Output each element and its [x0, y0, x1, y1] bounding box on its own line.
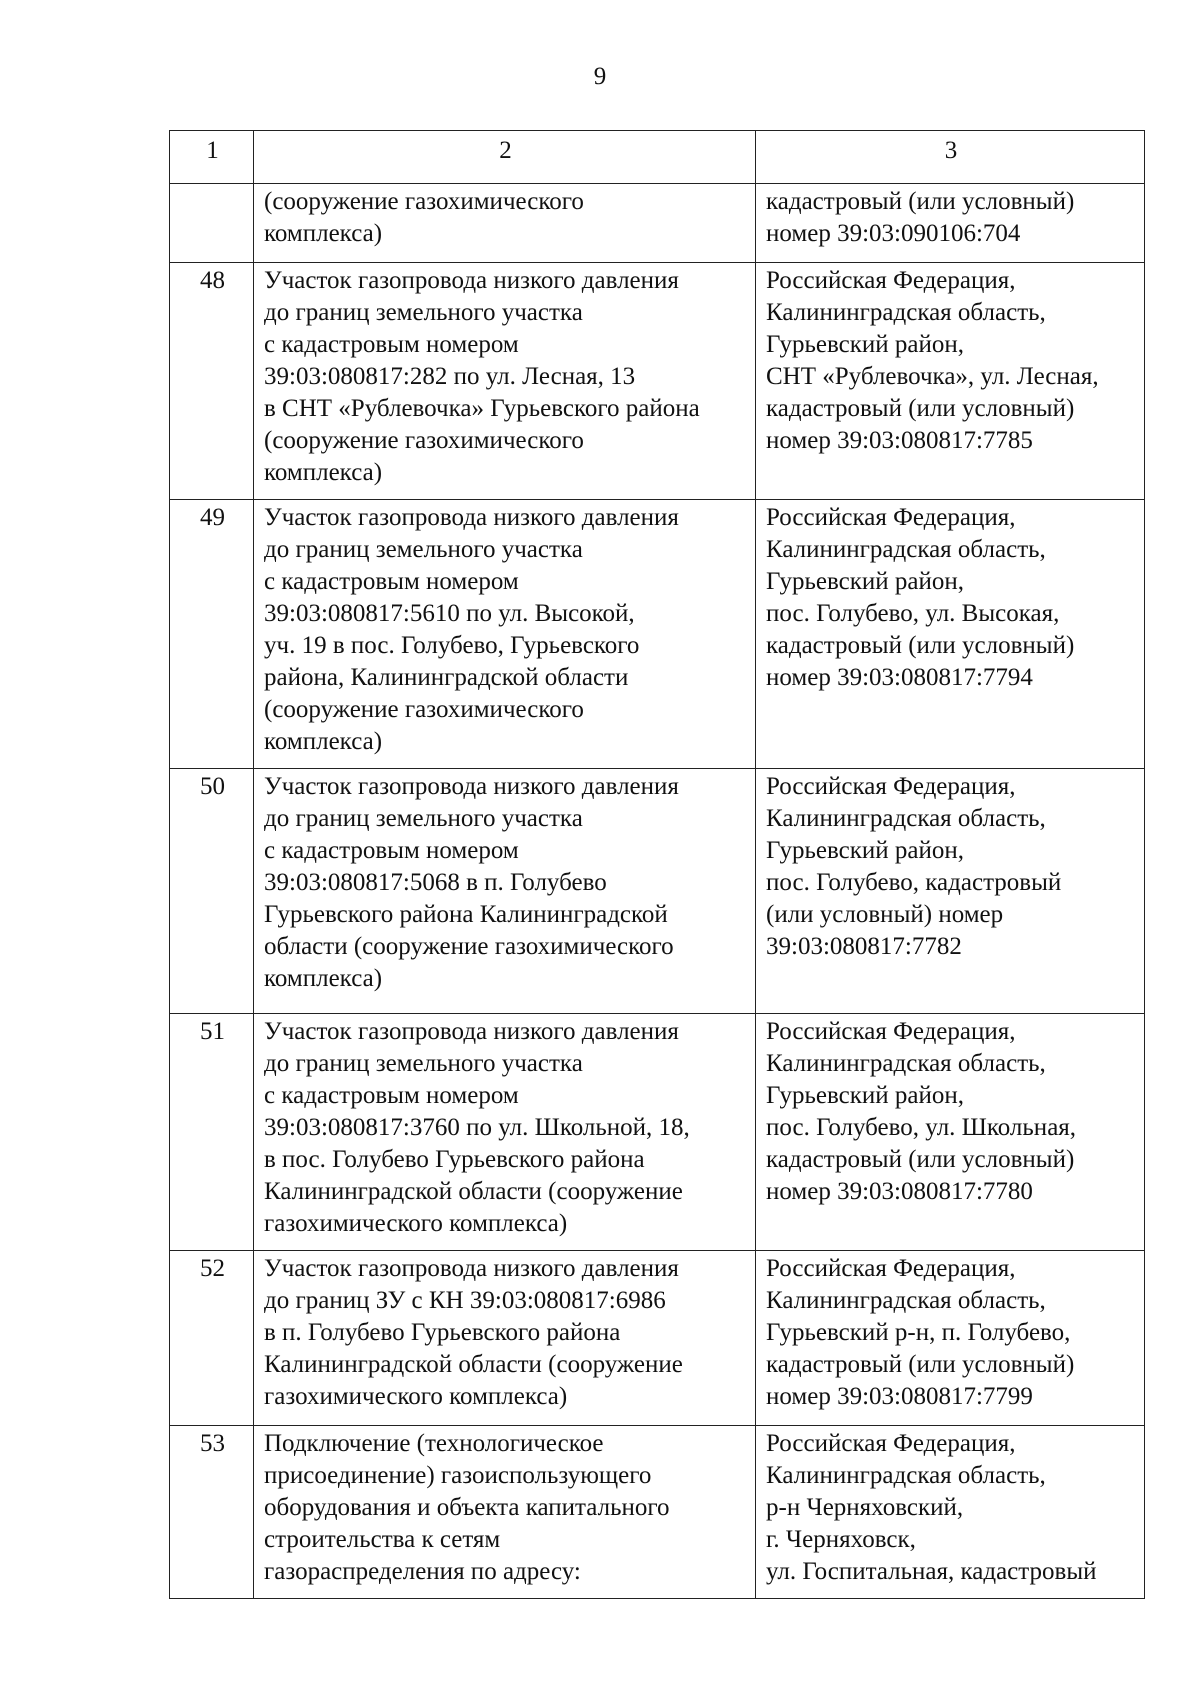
header-cell-num: 1: [170, 131, 254, 184]
object-address: Российская Федерация, Калининградская область, Гурьевский район, пос. Голубево, ул. Высокая, кадастровый (или условный) номер 39:03:080817:7794: [756, 500, 1145, 769]
object-description: Участок газопровода низкого давления до границ земельного участка с кадастровым номером 39:03:080817:5610 по ул. Высокой, уч. 19 в пос. Голубево, Гурьевского района, Калининградской области (сооружение газохимического комплекса): [254, 500, 756, 769]
row-number: 52: [170, 1251, 254, 1426]
object-address: кадастровый (или условный) номер 39:03:090106:704: [756, 184, 1145, 263]
table-row: [170, 500, 1145, 769]
object-address: Российская Федерация, Калининградская область, Гурьевский район, пос. Голубево, ул. Школьная, кадастровый (или условный) номер 39:03:080817:7780: [756, 1014, 1145, 1251]
header-cell-object: 2: [254, 131, 756, 184]
row-number: 53: [170, 1426, 254, 1599]
page-number: 9: [593, 63, 607, 90]
table-row: [170, 1426, 1145, 1599]
row-number: [170, 184, 254, 263]
object-description: Участок газопровода низкого давления до границ ЗУ с КН 39:03:080817:6986 в п. Голубево Гурьевского района Калининградской области (сооружение газохимического комплекса): [254, 1251, 756, 1426]
row-number: 49: [170, 500, 254, 769]
table-header-row: [170, 131, 1145, 184]
table-row: [170, 184, 1145, 263]
object-address: Российская Федерация, Калининградская область, р-н Черняховский, г. Черняховск, ул. Госпитальная, кадастровый: [756, 1426, 1145, 1599]
row-number: 50: [170, 769, 254, 1014]
object-description: Участок газопровода низкого давления до границ земельного участка с кадастровым номером 39:03:080817:5068 в п. Голубево Гурьевского района Калининградской области (сооружение газохимического комплекса): [254, 769, 756, 1014]
object-address: Российская Федерация, Калининградская область, Гурьевский район, пос. Голубево, кадастровый (или условный) номер 39:03:080817:7782: [756, 769, 1145, 1014]
row-number: 51: [170, 1014, 254, 1251]
objects-table: [169, 130, 1145, 1599]
object-description: Участок газопровода низкого давления до границ земельного участка с кадастровым номером 39:03:080817:282 по ул. Лесная, 13 в СНТ «Рублевочка» Гурьевского района (сооружение газохимического комплекса): [254, 263, 756, 500]
object-description: (сооружение газохимического комплекса): [254, 184, 756, 263]
row-number: 48: [170, 263, 254, 500]
object-description: Подключение (технологическое присоединение) газоиспользующего оборудования и объекта капитального строительства к сетям газораспределения по адресу:: [254, 1426, 756, 1599]
table-row: [170, 769, 1145, 1014]
object-address: Российская Федерация, Калининградская область, Гурьевский р-н, п. Голубево, кадастровый (или условный) номер 39:03:080817:7799: [756, 1251, 1145, 1426]
table-row: [170, 1014, 1145, 1251]
table-row: [170, 263, 1145, 500]
object-description: Участок газопровода низкого давления до границ земельного участка с кадастровым номером 39:03:080817:3760 по ул. Школьной, 18, в пос. Голубево Гурьевского района Калининградской области (сооружение газохимического комплекса): [254, 1014, 756, 1251]
object-address: Российская Федерация, Калининградская область, Гурьевский район, СНТ «Рублевочка», ул. Лесная, кадастровый (или условный) номер 39:03:080817:7785: [756, 263, 1145, 500]
header-cell-address: 3: [756, 131, 1145, 184]
table-row: [170, 1251, 1145, 1426]
